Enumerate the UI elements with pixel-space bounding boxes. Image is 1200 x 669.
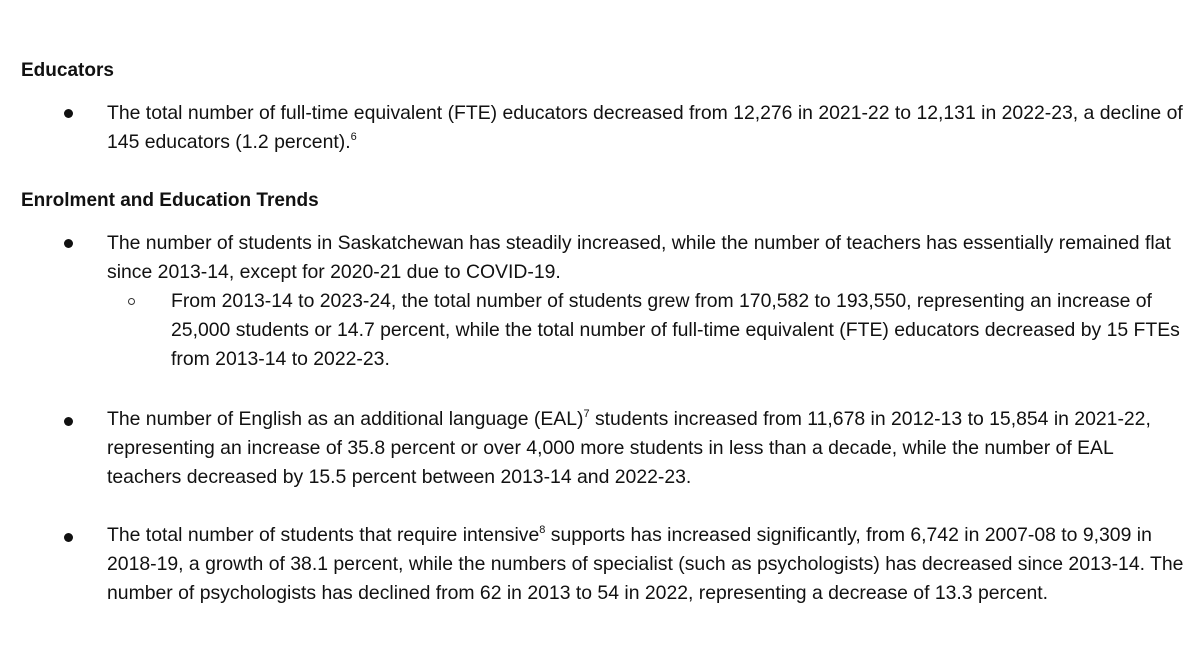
section-heading-enrolment-trends: Enrolment and Education Trends	[21, 190, 319, 211]
list-item-student-growth: The number of students in Saskatchewan has steadily increased, while the number of teachers has essentially remained flat since 2013-14, except for 2020-21 due to COVID-19.	[107, 232, 1171, 283]
list-item-text: The total number of students that require intensive	[107, 524, 540, 546]
bullet-icon	[64, 109, 73, 118]
list-item-text: students increased from 11,678 in 2012-13 to 15,854 in 2021-22, representing an increase of 35.8 percent or over 4,000 more students in less than a decade, while the number of EAL teachers decreased by 15.5 percent between 2013-14 and 2022-23.	[107, 408, 1151, 488]
list-item-intensive-supports	[107, 521, 1192, 608]
footnote-marker: 6	[350, 131, 357, 143]
footnote-marker: 8	[539, 524, 546, 536]
list-item-text: The total number of full-time equivalent (FTE) educators decreased from 12,276 in 2021-22 to 12,131 in 2022-23, a decline of 145 educators (1.2 percent).	[107, 102, 1183, 153]
bullet-icon	[64, 533, 73, 542]
footnote-marker: 7	[583, 408, 590, 420]
circle-bullet-icon	[128, 298, 135, 305]
section-heading-educators: Educators	[21, 60, 114, 81]
bullet-icon	[64, 417, 73, 426]
list-item-text: supports has increased significantly, from 6,742 in 2007-08 to 9,309 in 2018-19, a growth of 38.1 percent, while the numbers of specialist (such as psychologists) has decreased since 2013-14. The number of psychologists has declined from 62 in 2013 to 54 in 2022, representing a decrease of 13.3 percent.	[107, 524, 1184, 604]
bullet-icon	[64, 239, 73, 248]
sublist-item-student-fte-change: From 2013-14 to 2023-24, the total number of students grew from 170,582 to 193,550, representing an increase of 25,000 students or 14.7 percent, while the total number of full-time equivalent (FTE) educators decreased by 15 FTEs from 2013-14 to 2022-23.	[171, 290, 1180, 370]
list-item-eal-students	[107, 405, 1192, 492]
list-item-fte-educators	[107, 99, 1192, 157]
list-item-text: The number of English as an additional language (EAL)	[107, 408, 584, 430]
